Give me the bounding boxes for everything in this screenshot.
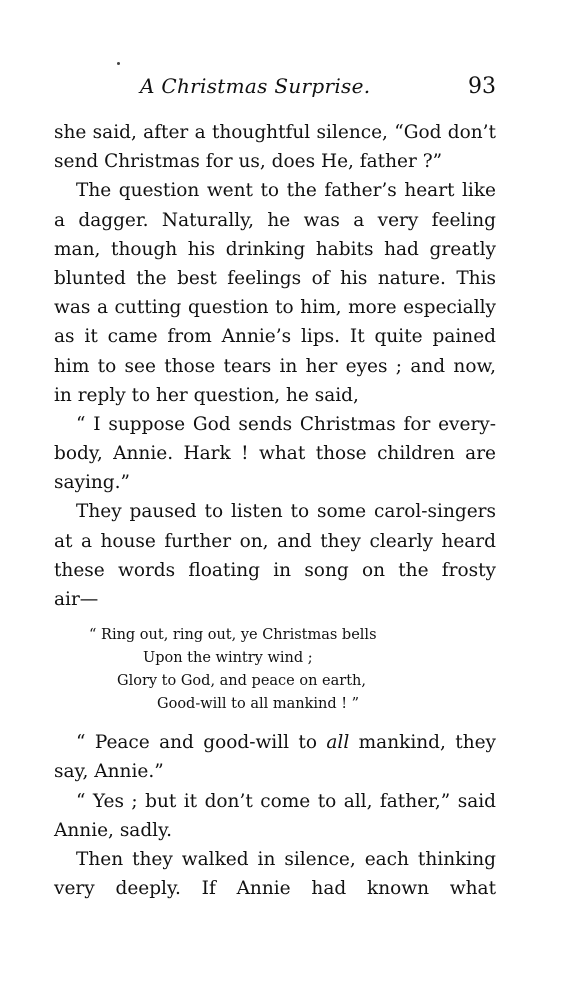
text-line: him to see those tears in her eyes ; and now,	[54, 355, 496, 377]
text-line: The question went to the father’s heart like	[76, 180, 496, 202]
text-line: send Christmas for us, does He, father ?”	[54, 151, 443, 173]
text-line: man, though his drinking habits had greatly	[54, 238, 496, 260]
text-line: in reply to her question, he said,	[54, 384, 359, 406]
text-line: these words floating in song on the frosty	[54, 559, 496, 581]
text-line: body, Annie. Hark ! what those children are	[54, 443, 496, 465]
text-line: Annie, sadly.	[54, 819, 172, 841]
emphasis-word: all	[326, 732, 350, 754]
verse-line: “ Ring out, ring out, ye Christmas bells	[89, 627, 377, 644]
text-line: she said, after a thoughtful silence, “God don’t	[54, 122, 496, 143]
running-header-title: A Christmas Surprise.	[140, 74, 371, 98]
text-line	[54, 728, 496, 757]
text-line: very deeply. If Annie had known what	[54, 878, 496, 900]
text-line: a dagger. Naturally, he was a very feeling	[54, 209, 496, 231]
verse-line: Glory to God, and peace on earth,	[117, 673, 366, 690]
text-line: was a cutting question to him, more especially	[54, 297, 496, 319]
body-text	[54, 118, 496, 903]
print-mark	[117, 62, 120, 65]
text-line: Then they walked in silence, each thinking	[76, 848, 496, 870]
text-line: saying.”	[54, 472, 130, 494]
text-line: as it came from Annie’s lips. It quite pained	[54, 326, 496, 348]
text-line: “ I suppose God sends Christmas for every-	[76, 413, 496, 435]
text-line: blunted the best feelings of his nature. This	[54, 267, 496, 289]
page-number: 93	[468, 74, 496, 99]
verse-line: Good-will to all mankind ! ”	[157, 696, 360, 713]
text-line: say, Annie.”	[54, 761, 164, 783]
text-line: air—	[54, 589, 99, 610]
text-line: “ Yes ; but it don’t come to all, father,” said	[76, 790, 496, 812]
text-span: mankind, they	[349, 732, 497, 754]
text-line: at a house further on, and they clearly heard	[54, 530, 496, 552]
text-span: “ Peace and good-will to	[76, 732, 327, 754]
verse-line: Upon the wintry wind ;	[143, 650, 313, 667]
carol-verse	[54, 624, 496, 716]
text-line: They paused to listen to some carol-singers	[76, 501, 496, 523]
